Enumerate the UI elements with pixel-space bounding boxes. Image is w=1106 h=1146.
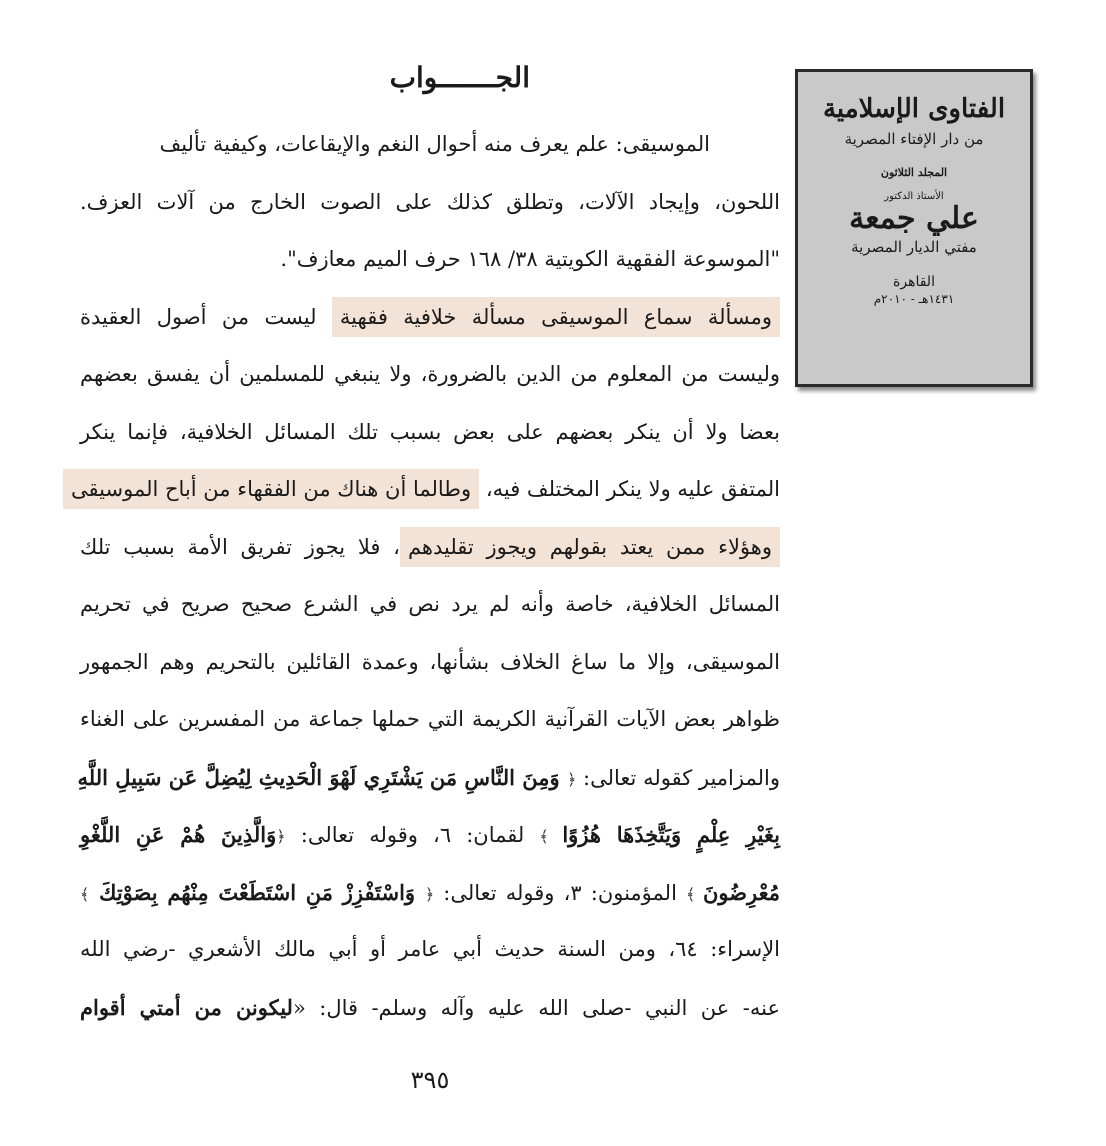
hadith-quote: ليكونن من أمتي أقوام bbox=[80, 994, 293, 1020]
highlighted-span: وطالما أن هناك من الفقهاء من أباح الموسيقى bbox=[63, 469, 479, 509]
ornate-bracket-icon: ﴿ bbox=[567, 769, 577, 789]
text-span: عنه- عن النبي -صلى الله عليه وآله وسلم- قال: « bbox=[292, 995, 780, 1020]
ornate-bracket-icon: ﴾ bbox=[686, 884, 703, 904]
page-number: ٣٩٥ bbox=[410, 1066, 450, 1094]
citation-span: "الموسوعة الفقهية الكويتية ٣٨/ ١٦٨ حرف الميم معازف". bbox=[280, 247, 780, 271]
page-body bbox=[71, 58, 781, 1036]
text-line bbox=[80, 806, 780, 864]
text-span: الموسيقى: علم يعرف منه أحوال النغم والإيقاعات، وكيفية تأليف bbox=[159, 132, 710, 156]
ornate-bracket-icon: ﴿ bbox=[276, 827, 286, 846]
quran-verse: وَالَّذِينَ هُمْ عَنِ اللَّغْوِ bbox=[80, 822, 277, 847]
text-span: والمزامير كقوله تعالى: bbox=[576, 765, 780, 790]
text-line bbox=[80, 519, 780, 577]
ornate-bracket-icon: ﴾ bbox=[539, 827, 563, 846]
cover-city: القاهرة bbox=[893, 274, 935, 290]
text-span: وليست من المعلوم من الدين بالضرورة، ولا ينبغي للمسلمين أن يفسق بعضهم bbox=[80, 362, 780, 386]
quran-verse: مُعْرِضُونَ bbox=[702, 879, 781, 905]
text-line bbox=[80, 174, 780, 232]
ornate-bracket-icon: ﴿ bbox=[424, 884, 435, 904]
quran-verse: وَاسْتَفْزِزْ مَنِ اسْتَطَعْتَ مِنْهُم بِصَوْتِكَ bbox=[89, 879, 425, 905]
quran-verse: وَمِنَ النَّاسِ مَن يَشْتَرِي لَهْوَ الْحَدِيثِ لِيُضِلَّ عَن سَبِيلِ اللَّهِ bbox=[77, 764, 567, 790]
highlighted-span: وهؤلاء ممن يعتد بقولهم ويجوز تقليدهم bbox=[400, 527, 780, 567]
ornate-bracket-icon: ﴾ bbox=[80, 884, 90, 904]
highlighted-span: ومسألة سماع الموسيقى مسألة خلافية فقهية bbox=[332, 297, 780, 337]
cover-author: علي جمعة bbox=[849, 201, 979, 236]
text-span: المسائل الخلافية، خاصة وأنه لم يرد نص في الشرع صحيح صريح في تحريم bbox=[80, 592, 780, 616]
text-span: بعضا ولا أن ينكر بعضهم على بعض بسبب تلك المسائل الخلافية، فإنما ينكر bbox=[80, 419, 780, 444]
cover-title: الفتاوى الإسلامية bbox=[822, 94, 1006, 124]
text-span: المؤمنون: ٣، وقوله تعالى: bbox=[434, 880, 687, 905]
text-span: لقمان: ٦، وقوله تعالى: bbox=[285, 823, 540, 847]
text-span: اللحون، وإيجاد الآلات، وتطلق كذلك على الصوت الخارج من آلات العزف. bbox=[80, 189, 780, 214]
text-span: المتفق عليه ولا ينكر المختلف فيه، bbox=[479, 477, 780, 501]
book-cover-image bbox=[795, 69, 1033, 387]
answer-heading: الجـــــــواب bbox=[389, 61, 530, 94]
text-line bbox=[80, 576, 780, 634]
text-line bbox=[80, 231, 780, 289]
text-line bbox=[80, 691, 780, 749]
cover-year: ١٤٣١هـ - ٢٠١٠م bbox=[873, 292, 955, 306]
text-line bbox=[71, 461, 780, 519]
text-span: ، فلا يجوز تفريق الأمة بسبب تلك bbox=[80, 534, 400, 559]
text-line bbox=[77, 749, 780, 807]
cover-author-prefix: الأستاذ الدكتور bbox=[884, 191, 944, 202]
cover-author-role: مفتي الديار المصرية bbox=[851, 238, 977, 256]
text-line bbox=[80, 289, 780, 347]
text-line bbox=[80, 921, 780, 979]
cover-volume: المجلد الثلاثون bbox=[880, 166, 948, 179]
text-span: الموسيقى، وإلا ما ساغ الخلاف بشأنها، وعمدة القائلين بالتحريم وهم الجمهور bbox=[80, 649, 780, 674]
quran-verse: بِغَيْرِ عِلْمٍ وَيَتَّخِذَهَا هُزُوًا bbox=[562, 822, 780, 847]
text-line bbox=[80, 864, 780, 922]
text-span: ظواهر بعض الآيات القرآنية الكريمة التي حملها جماعة من المفسرين على الغناء bbox=[80, 707, 780, 731]
text-line bbox=[80, 404, 780, 462]
text-span: الإسراء: ٦٤، ومن السنة حديث أبي عامر أو أبي مالك الأشعري -رضي الله bbox=[80, 937, 780, 961]
cover-subtitle: من دار الإفتاء المصرية bbox=[844, 130, 984, 148]
text-line bbox=[80, 116, 780, 174]
text-span: ليست من أصول العقيدة bbox=[80, 304, 332, 329]
text-line bbox=[80, 634, 780, 692]
text-line bbox=[80, 979, 780, 1037]
text-line bbox=[80, 346, 780, 404]
